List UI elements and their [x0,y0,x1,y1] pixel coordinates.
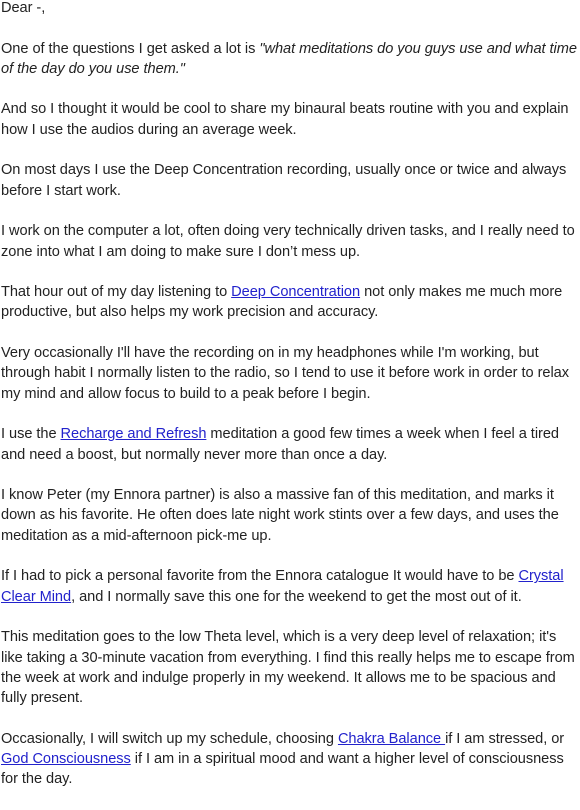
paragraph-daily-use-text: On most days I use the Deep Concentration recording, usually once or twice and always before I start work. [1,162,567,199]
paragraph-recharge-before: I use the [1,426,61,443]
crystal-clear-mind-link[interactable]: Crystal Clear Mind [1,568,564,605]
paragraph-headphones [1,343,580,404]
paragraph-daily-use [1,160,580,201]
paragraph-theta-text: This meditation goes to the low Theta level, which is a very deep level of relaxation; it's like taking a 30-minute vacation from everything. I find this really helps me to escape from the week at work and indulge properly in my weekend. It allows me to be spacious and fully present. [1,629,575,707]
paragraph-routine-intro-text: And so I thought it would be cool to share my binaural beats routine with you and explain how I use the audios during an average week. [1,101,569,138]
paragraph-computer-work [1,221,580,262]
paragraph-schedule-after: if I am in a spiritual mood and want a higher level of consciousness for the day. [1,750,564,788]
paragraph-question [1,39,580,80]
chakra-balance-link[interactable]: Chakra Balance [337,730,446,747]
paragraph-recharge-after: meditation a good few times a week when I feel a tired and need a boost, but normally never more than once a day. [1,426,559,463]
paragraph-theta [1,627,580,708]
email-body [1,0,580,810]
paragraph-recharge [1,424,580,465]
paragraph-schedule-middle: if I am stressed, or [445,730,565,747]
paragraph-question-text: One of the questions I get asked a lot is [1,40,260,57]
paragraph-schedule [1,729,580,790]
paragraph-favorite-after: , and I normally save this one for the weekend to get the most out of it. [71,588,522,605]
paragraph-routine-intro [1,99,580,140]
question-quote: "what meditations do you guys use and what time of the day do you use them." [1,40,577,77]
paragraph-computer-work-text: I work on the computer a lot, often doing very technically driven tasks, and I really need to zone into what I am doing to make sure I don’t mess up. [1,223,575,260]
deep-concentration-link[interactable]: Deep Concentration [231,284,361,301]
paragraph-peter [1,485,580,546]
paragraph-favorite [1,566,580,607]
paragraph-schedule-before: Occasionally, I will switch up my schedule, choosing [1,730,338,747]
paragraph-deep-concentration-before: That hour out of my day listening to [1,284,232,301]
paragraph-peter-text: I know Peter (my Ennora partner) is also a massive fan of this meditation, and marks it down as his favorite. He often does late night work stints over a few days, and uses the meditation as a mid-afternoon pick-me up. [1,487,559,544]
greeting-text: Dear -, [1,0,46,16]
paragraph-deep-concentration [1,282,580,323]
paragraph-favorite-before: If I had to pick a personal favorite from the Ennora catalogue It would have to be [1,568,519,585]
god-consciousness-link[interactable]: God Consciousness [1,750,131,767]
paragraph-deep-concentration-after: not only makes me much more productive, but also helps my work precision and accuracy. [1,284,563,321]
greeting [1,0,580,18]
recharge-and-refresh-link[interactable]: Recharge and Refresh [60,426,207,443]
paragraph-headphones-text: Very occasionally I'll have the recording on in my headphones while I'm working, but through habit I normally listen to the radio, so I tend to use it before work in order to relax my mind and allow focus to build to a peak before I begin. [1,345,569,402]
